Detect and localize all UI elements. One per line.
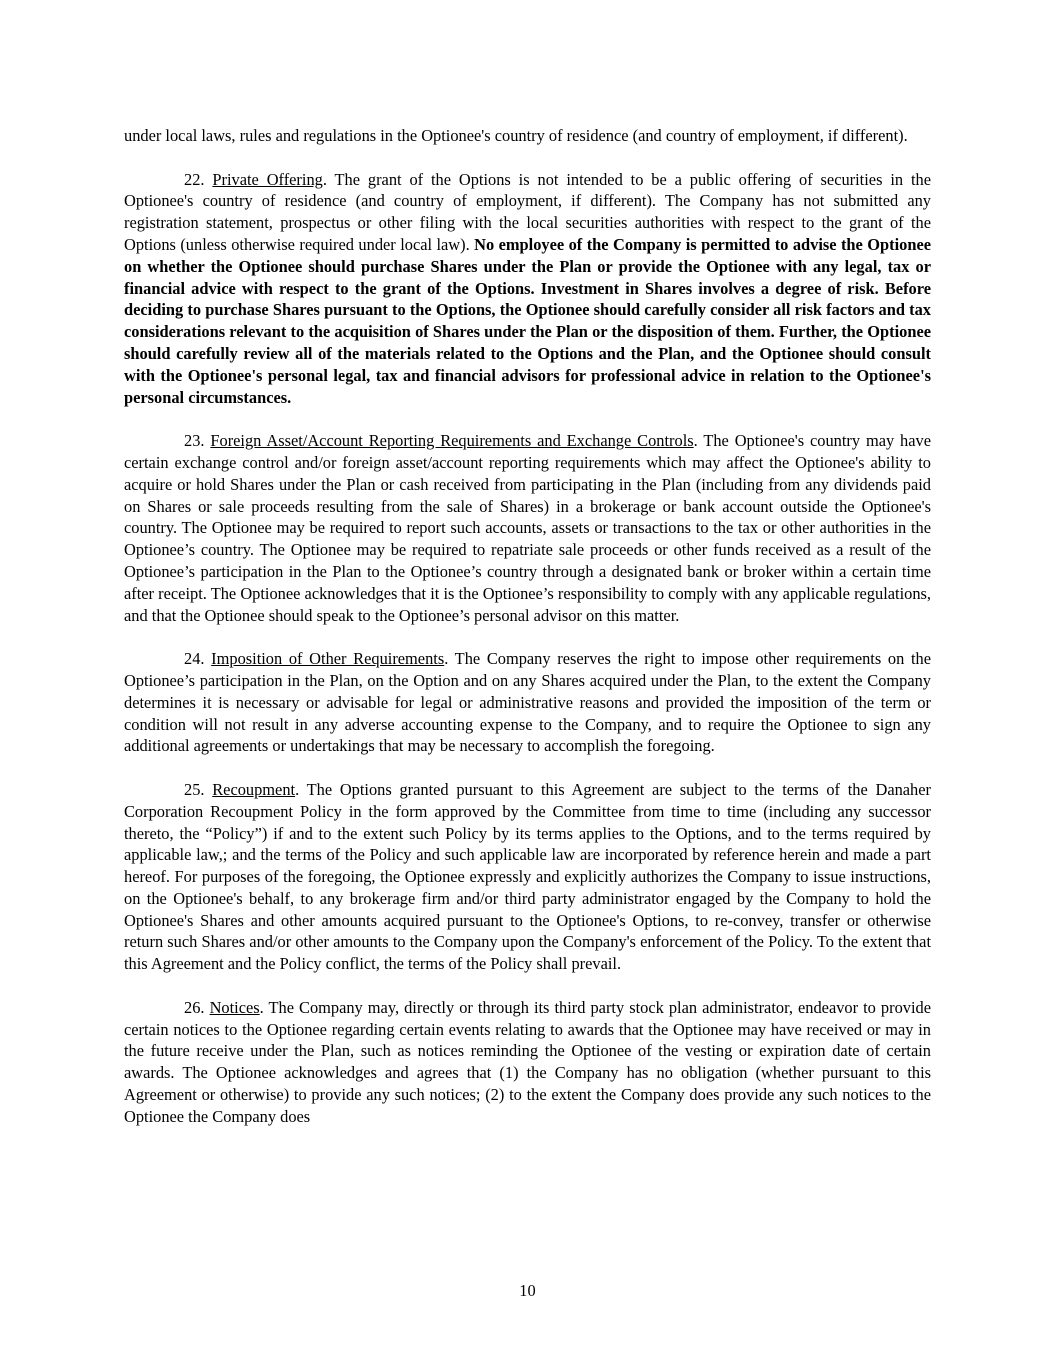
section-number: 26.	[184, 997, 205, 1017]
section-number: 22.	[184, 169, 205, 189]
section-text: . The Options granted pursuant to this Agreement are subject to the terms of the Danaher Corporation Recoupment Policy in the form approved by the Committee from time to time (including any successor thereto, the “Policy”) if and to the extent such Policy by its terms applies to the Options, and to the terms required by applicable law,; and the terms of the Policy and such applicable law are incorporated by reference herein and made a part hereof. For purposes of the foregoing, the Optionee expressly and explicitly authorizes the Company to issue instructions, on the Optionee's behalf, to any brokerage firm and/or third party administrator engaged by the Company to hold the Optionee's Shares and other amounts acquired pursuant to the Optionee's Options, to re-convey, transfer or otherwise return such Shares and/or other amounts to the Company upon the Company's enforcement of the Policy. To the extent that this Agreement and the Policy conflict, the terms of the Policy shall prevail.	[124, 779, 931, 974]
section-text: . The Company may, directly or through its third party stock plan administrator, endeavor to provide certain notices to the Optionee regarding certain events relating to awards that the Optionee may have received or may in the future receive under the Plan, such as notices reminding the Optionee of the vesting or expiration date of certain awards. The Optionee acknowledges and agrees that (1) the Company has no obligation (whether pursuant to this Agreement or otherwise) to provide any such notices; (2) to the extent the Company does provide any such notices to the Optionee the Company does	[124, 997, 931, 1126]
section-23-foreign-asset-reporting	[124, 430, 931, 626]
section-24-imposition-of-other-requirements	[124, 648, 931, 757]
section-bold-text: No employee of the Company is permitted to advise the Optionee on whether the Optionee should purchase Shares under the Plan or provide the Optionee with any legal, tax or financial advice with respect to the grant of the Options. Investment in Shares involves a degree of risk. Before deciding to purchase Shares pursuant to the Options, the Optionee should carefully consider all risk factors and tax considerations relevant to the acquisition of Shares under the Plan or the disposition of them. Further, the Optionee should carefully review all of the materials related to the Options and the Plan, and the Optionee should consult with the Optionee's personal legal, tax and financial advisors for professional advice in relation to the Optionee's personal circumstances.	[124, 234, 931, 407]
section-number: 23.	[184, 431, 205, 451]
section-text: . The Optionee's country may have certain exchange control and/or foreign asset/account reporting requirements which may affect the Optionee's ability to acquire or hold Shares under the Plan or cash received from participating in the Plan (including from any dividends paid on Shares or sale proceeds resulting from the sale of Shares) in a brokerage or bank account outside the Optionee's country. The Optionee may be required to report such accounts, assets or transactions to the tax or other authorities in the Optionee’s country. The Optionee may be required to repatriate sale proceeds or other funds received as a result of the Optionee’s participation in the Plan to the Optionee’s country through a designated bank or broker within a certain time after receipt. The Optionee acknowledges that it is the Optionee’s responsibility to comply with any applicable regulations, and that the Optionee should speak to the Optionee’s personal advisor on this matter.	[124, 431, 931, 625]
section-number: 24.	[184, 649, 205, 669]
section-26-notices	[124, 997, 931, 1128]
document-page	[124, 125, 931, 1149]
section-number: 25.	[184, 779, 205, 799]
page-number: 10	[519, 1281, 536, 1300]
section-25-recoupment	[124, 779, 931, 975]
section-heading: Private Offering	[212, 169, 323, 189]
continuation-paragraph: under local laws, rules and regulations in the Optionee's country of residence (and country of employment, if different).	[124, 126, 908, 145]
section-heading: Notices	[209, 997, 260, 1017]
section-text: . The Company reserves the right to impose other requirements on the Optionee’s participation in the Plan, on the Option and on any Shares acquired under the Plan, to the extent the Company determines it is necessary or advisable for legal or administrative reasons and provided the imposition of the term or condition will not result in any adverse accounting expense to the Company, and to require the Optionee to sign any additional agreements or undertakings that may be necessary to accomplish the foregoing.	[124, 649, 931, 756]
section-heading: Imposition of Other Requirements	[211, 649, 445, 669]
section-heading: Foreign Asset/Account Reporting Requirements and Exchange Controls	[210, 431, 694, 451]
section-text: . The grant of the Options is not intended to be a public offering of securities in the Optionee's country of residence (and country of employment, if different). The Company has not submitted any registration statement, prospectus or other filing with the local securities authorities with respect to the grant of the Options (unless otherwise required under local law).	[124, 169, 931, 254]
section-22-private-offering	[124, 169, 931, 409]
section-heading: Recoupment	[212, 779, 296, 799]
